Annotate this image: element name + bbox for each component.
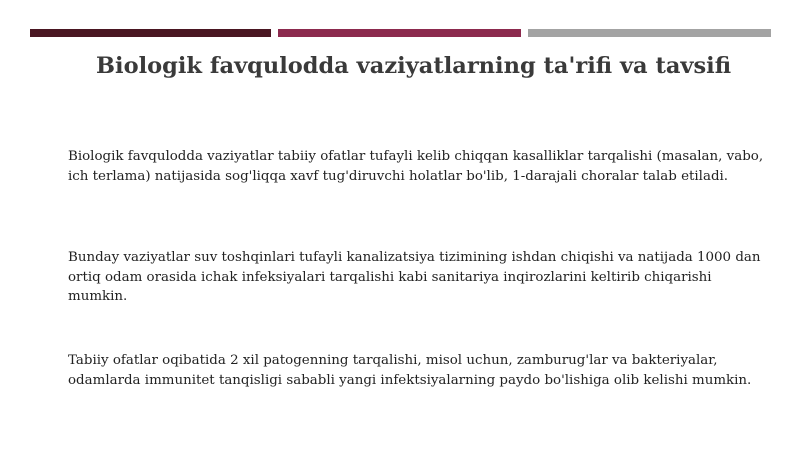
paragraph-sanitation: Bunday vaziyatlar suv toshqinlari tufayli kanalizatsiya tizimining ishdan chiqishi va natijada 1000 dan ortiq odam orasida ichak infeksiyalari tarqalishi kabi sanitariya inqirozlarini keltirib chiqarishi mumkin. [68, 250, 761, 304]
slide-title: Biologik favqulodda vaziyatlarning ta'rifi va tavsifi [96, 53, 732, 79]
decorative-bar-left [30, 29, 271, 37]
paragraph-definition: Biologik favqulodda vaziyatlar tabiiy ofatlar tufayli kelib chiqqan kasalliklar tarqalishi (masalan, vabo, ich terlama) natijasida sog'liqqa xavf tug'diruvchi holatlar bo'lib, 1-darajali choralar talab etiladi. [68, 149, 764, 184]
decorative-bar-right [528, 29, 771, 37]
paragraph-pathogens: Tabiiy ofatlar oqibatida 2 xil patogenning tarqalishi, misol uchun, zamburug'lar va bakteriyalar, odamlarda immunitet tanqisligi sababli yangi infektsiyalarning paydo bo'lishiga olib kelishi mumkin. [68, 353, 752, 388]
decorative-bar-middle [278, 29, 521, 37]
